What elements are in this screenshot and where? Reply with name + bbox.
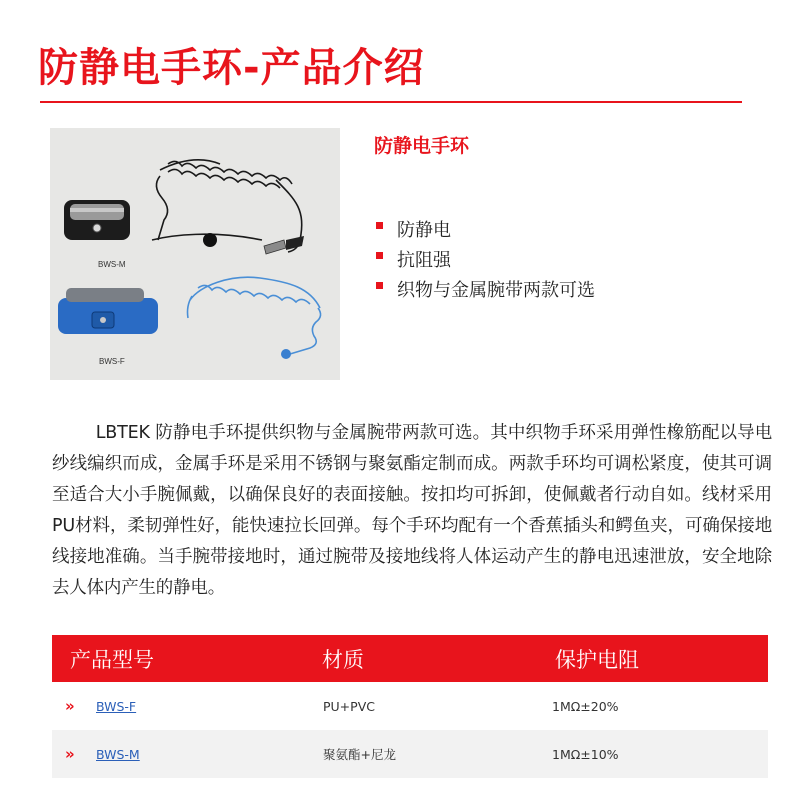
black-coiled-cord-image xyxy=(152,160,302,252)
product-name: 防静电手环 xyxy=(374,135,470,157)
product-photo xyxy=(50,128,340,380)
resistance-cell: 1MΩ±20% xyxy=(552,698,619,714)
feature-label: 防静电 xyxy=(397,220,451,241)
product-illustration xyxy=(50,128,340,380)
column-header: 产品型号 xyxy=(70,647,154,672)
blue-coiled-cord-image xyxy=(188,277,321,354)
table-header xyxy=(52,635,768,682)
title-divider xyxy=(40,101,742,103)
model-link[interactable]: BWS-M xyxy=(96,746,140,762)
bullet-square-icon xyxy=(376,282,383,289)
bullet-square-icon xyxy=(376,222,383,229)
column-header: 保护电阻 xyxy=(555,647,639,672)
double-chevron-right-icon: » xyxy=(65,697,72,715)
photo-caption: BWS-M xyxy=(98,260,126,269)
fabric-wristband-image xyxy=(58,288,158,334)
feature-label: 抗阻强 xyxy=(397,250,451,271)
table-row xyxy=(52,730,768,778)
feature-item xyxy=(376,214,595,244)
table-row xyxy=(52,682,768,730)
model-link[interactable]: BWS-F xyxy=(96,698,137,714)
material-cell: 聚氨酯+尼龙 xyxy=(323,747,396,762)
alligator-clip-image xyxy=(264,236,304,254)
feature-list xyxy=(376,214,595,304)
double-chevron-right-icon: » xyxy=(65,745,72,763)
column-header: 材质 xyxy=(322,647,364,672)
product-table xyxy=(52,635,768,778)
page-title: 防静电手环-产品介绍 xyxy=(38,45,425,91)
feature-label: 织物与金属腕带两款可选 xyxy=(397,280,595,301)
feature-item xyxy=(376,274,595,304)
resistance-cell: 1MΩ±10% xyxy=(552,746,619,762)
photo-caption: BWS-F xyxy=(99,357,125,366)
bullet-square-icon xyxy=(376,252,383,259)
feature-item xyxy=(376,244,595,274)
product-description: LBTEK 防静电手环提供织物与金属腕带两款可选。其中织物手环采用弹性橡筋配以导电纱线编织而成，金属手环是采用不锈钢与聚氨酯定制而成。两款手环均可调松紧度，使其可调至适合大小手腕佩戴，以确保良好的表面接触。按扣均可拆卸，使佩戴者行动自如。线材采用PU材料，柔韧弹性好，能快速拉长回弹。每个手环均配有一个香蕉插头和鳄鱼夹，可确保接地线接地准确。当手腕带接地时，通过腕带及接地线将人体运动产生的静电迅速泄放，安全地除去人体内产生的静电。 xyxy=(52,423,772,598)
metal-wristband-image xyxy=(64,200,130,240)
material-cell: PU+PVC xyxy=(323,698,375,714)
